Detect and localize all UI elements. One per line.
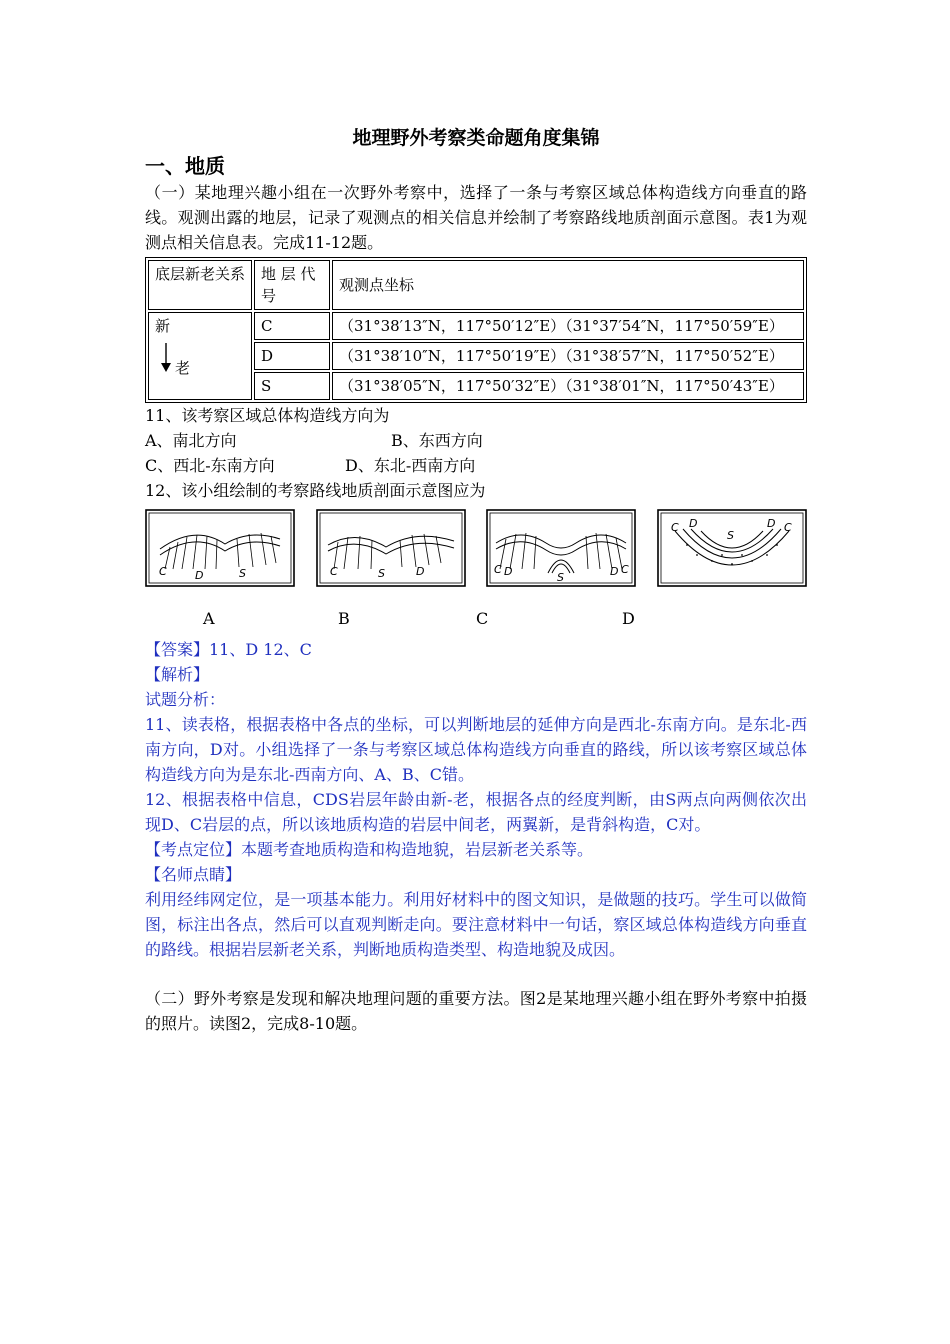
stratum-label: D (610, 565, 619, 578)
row-code: C (254, 312, 330, 340)
option-d: D、东北-西南方向 (345, 456, 476, 475)
header-stratum-code: 地 层 代号 (254, 260, 330, 310)
analysis-label: 【解析】 (145, 665, 210, 684)
row-coords: （31°38′05″N，117°50′32″E）（31°38′01″N，117°50′43″E） (332, 372, 804, 400)
profile-figure-c (486, 509, 636, 587)
stratum-label: S (377, 567, 385, 580)
q11-options-row-2 (145, 453, 807, 478)
option-b: B、东西方向 (391, 431, 483, 450)
answer-line: 【答案】11、D 12、C (145, 640, 312, 659)
intro-paragraph-1: （一）某地理兴趣小组在一次野外考察中，选择了一条与考察区域总体构造线方向垂直的路线。观测出露的地层，记录了观测点的相关信息并绘制了考察路线地质剖面示意图。表1为观测点相关信息表。完成11-12题。 (145, 183, 807, 252)
age-arrow-cell (148, 312, 252, 400)
question-11: 11、该考察区域总体构造线方向为 (145, 406, 390, 425)
mingshi-paragraph: 利用经纬网定位，是一项基本能力。利用好材料中的图文知识，是做题的技巧。学生可以做简图，标注出各点，然后可以直观判断走向。要注意材料中一句话，察区域总体构造线方向垂直的路线。根据岩层新老关系，判断地质构造类型、构造地貌及成因。 (145, 890, 807, 959)
header-age-relation: 底层新老关系 (148, 260, 252, 310)
stratum-label: S (557, 571, 565, 584)
stratum-label: C (783, 521, 792, 534)
caption-b: B (338, 609, 350, 628)
question-12: 12、该小组绘制的考察路线地质剖面示意图应为 (145, 481, 486, 500)
table-row (148, 312, 804, 340)
document-page (145, 120, 807, 1036)
stratum-label: C (329, 565, 338, 578)
row-coords: （31°38′10″N，117°50′19″E）（31°38′57″N，117°50′52″E） (332, 342, 804, 370)
profile-figure-a (145, 509, 295, 587)
stratum-label: D (766, 517, 776, 530)
row-code: S (254, 372, 330, 400)
section-heading-geology: 一、地质 (145, 154, 225, 178)
analysis-subheading: 试题分析： (145, 690, 226, 709)
option-c: C、西北-东南方向 (145, 456, 275, 475)
observation-table (145, 257, 807, 403)
age-old-label: 老 (175, 359, 191, 377)
stratum-label: C (494, 563, 502, 576)
caption-c: C (476, 609, 489, 628)
stratum-label: D (504, 565, 513, 578)
page-title: 地理野外考察类命题角度集锦 (352, 127, 600, 149)
q11-options-row-1 (145, 428, 807, 453)
table-header-row (148, 260, 804, 310)
kaodian-line: 【考点定位】本题考查地质构造和构造地貌，岩层新老关系等。 (145, 840, 594, 859)
header-coords: 观测点坐标 (332, 260, 804, 310)
caption-d: D (622, 609, 635, 628)
analysis-11: 11、读表格，根据表格中各点的坐标，可以判断地层的延伸方向是西北-东南方向。是东北-西南方向，D对。小组选择了一条与考察区域总体构造线方向垂直的路线，所以该考察区域总体构造线方向为是东北-西南方向、A、B、C错。 (145, 715, 807, 784)
profile-figures (145, 509, 807, 589)
profile-figure-b (316, 509, 466, 587)
stratum-label: C (670, 521, 679, 534)
age-new-label: 新 (155, 317, 171, 335)
option-a: A、南北方向 (145, 431, 237, 450)
stratum-label: S (726, 529, 734, 542)
stratum-label: D (195, 569, 204, 582)
figure-captions (145, 609, 807, 637)
stratum-label: C (621, 563, 629, 576)
row-code: D (254, 342, 330, 370)
analysis-12: 12、根据表格中信息，CDS岩层年龄由新-老，根据各点的经度判断，由S两点向两侧依次出现D、C岩层的点，所以该地质构造的岩层中间老，两翼新，是背斜构造，C对。 (145, 790, 807, 834)
stratum-label: D (415, 565, 425, 578)
caption-a: A (203, 609, 215, 628)
mingshi-label: 【名师点睛】 (145, 865, 242, 884)
down-arrow-icon (159, 343, 173, 373)
stratum-label: D (688, 517, 698, 530)
stratum-label: S (239, 567, 246, 580)
intro-paragraph-2: （二）野外考察是发现和解决地理问题的重要方法。图2是某地理兴趣小组在野外考察中拍摄的照片。读图2，完成8-10题。 (145, 989, 807, 1033)
stratum-label: C (159, 565, 167, 578)
row-coords: （31°38′13″N，117°50′12″E）（31°37′54″N，117°50′59″E） (332, 312, 804, 340)
profile-figure-d (657, 509, 807, 587)
